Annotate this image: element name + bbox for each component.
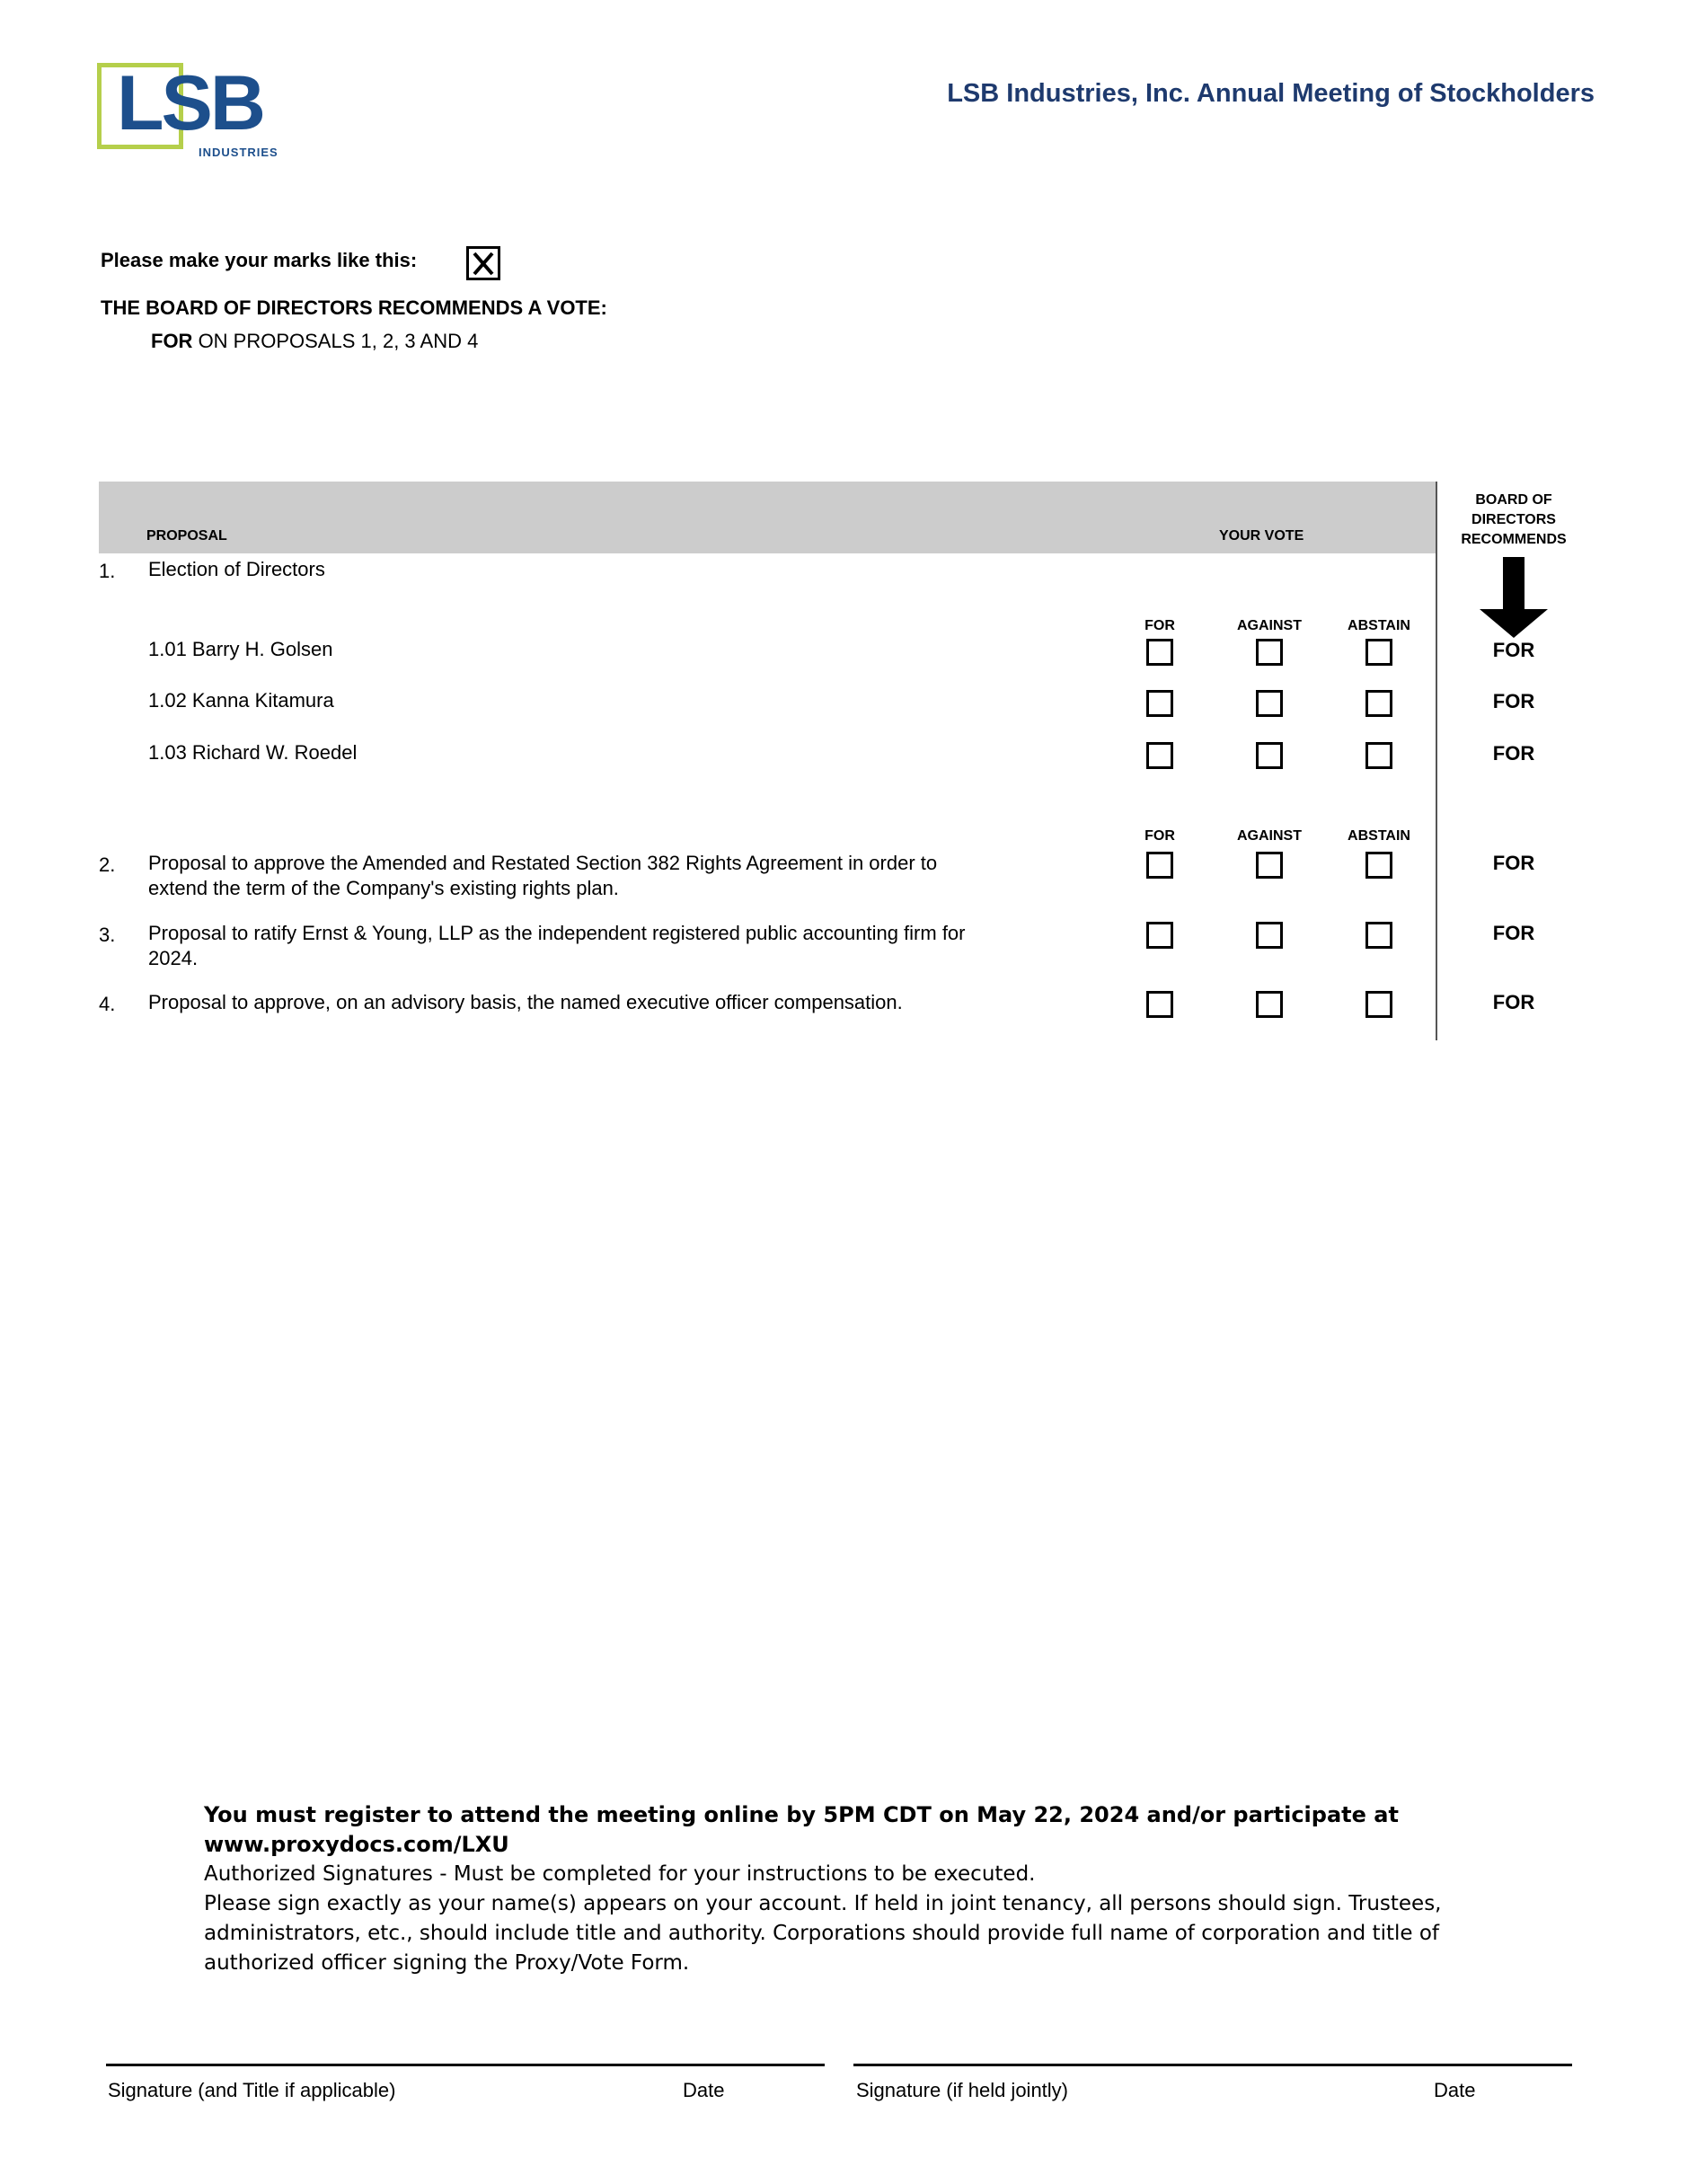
logo-subtitle: INDUSTRIES xyxy=(199,146,278,159)
joint-date-label: Date xyxy=(1434,2079,1476,2101)
joint-signature-label: Signature (if held jointly) xyxy=(856,2079,1069,2101)
board-recommends-column-header: BOARD OF DIRECTORS RECOMMENDS xyxy=(1461,492,1567,547)
board-recommendation-value: FOR xyxy=(1492,852,1535,874)
page-title: LSB Industries, Inc. Annual Meeting of Stockholders xyxy=(947,79,1595,108)
signature-line[interactable] xyxy=(106,2064,825,2066)
vote-abstain-checkbox[interactable] xyxy=(1365,922,1392,949)
x-mark-icon xyxy=(469,249,498,278)
joint-signature-line[interactable] xyxy=(853,2064,1572,2066)
signature-instructions: Authorized Signatures - Must be completed for your instructions to be executed. Please sign exactly as your name(s) appears on your account. If held in joint tenancy, all persons should sign. Trustees, administrators, etc., should include title and authority. Corporations should provide full name of corporation and title of authorized officer signing the Proxy/Vote Form. xyxy=(204,1862,1442,1975)
vote-for-checkbox[interactable] xyxy=(1146,742,1173,769)
vote-abstain-checkbox[interactable] xyxy=(1365,742,1392,769)
for-column-header: FOR xyxy=(1144,618,1175,633)
vote-for-checkbox[interactable] xyxy=(1146,690,1173,717)
board-recommendation-value: FOR xyxy=(1492,991,1535,1013)
board-recommendation-value: FOR xyxy=(1492,922,1535,944)
vote-for-checkbox[interactable] xyxy=(1146,852,1173,879)
vote-against-checkbox[interactable] xyxy=(1256,690,1283,717)
proposal-column-header: PROPOSAL xyxy=(146,528,227,544)
proposal-number: 3. xyxy=(99,924,116,946)
date-label: Date xyxy=(683,2079,725,2101)
down-arrow-icon xyxy=(1476,557,1551,640)
vote-for-checkbox[interactable] xyxy=(1146,639,1173,666)
board-recommendation-value: FOR xyxy=(1492,690,1535,712)
your-vote-column-header: YOUR VOTE xyxy=(1219,528,1304,544)
proposal-number: 4. xyxy=(99,993,116,1015)
for-column-header: FOR xyxy=(1144,828,1175,844)
vote-abstain-checkbox[interactable] xyxy=(1365,991,1392,1018)
proposal-text: Proposal to ratify Ernst & Young, LLP as the independent registered public accounting firm for 2024. xyxy=(148,922,966,969)
vote-against-checkbox[interactable] xyxy=(1256,922,1283,949)
vote-for-checkbox[interactable] xyxy=(1146,922,1173,949)
board-recommendation-value: FOR xyxy=(1492,742,1535,765)
vote-against-checkbox[interactable] xyxy=(1256,852,1283,879)
vote-abstain-checkbox[interactable] xyxy=(1365,690,1392,717)
vote-abstain-checkbox[interactable] xyxy=(1365,852,1392,879)
proposal-text: Proposal to approve the Amended and Restated Section 382 Rights Agreement in order to extend the term of the Company's existing rights plan. xyxy=(148,852,938,899)
marks-instruction: Please make your marks like this: xyxy=(101,249,418,271)
vote-against-checkbox[interactable] xyxy=(1256,991,1283,1018)
registration-notice: You must register to attend the meeting online by 5PM CDT on May 22, 2024 and/or participate at www.proxydocs.com/LXU xyxy=(204,1802,1399,1857)
nominee-name: 1.01 Barry H. Golsen xyxy=(148,638,333,660)
board-recommendation-value: FOR xyxy=(1492,639,1535,661)
board-recommendation: THE BOARD OF DIRECTORS RECOMMENDS A VOTE: xyxy=(101,296,607,319)
abstain-column-header: ABSTAIN xyxy=(1348,828,1410,844)
vote-abstain-checkbox[interactable] xyxy=(1365,639,1392,666)
board-recommendation-detail: FOR ON PROPOSALS 1, 2, 3 AND 4 xyxy=(151,330,479,352)
against-column-header: AGAINST xyxy=(1237,828,1302,844)
nominee-name: 1.02 Kanna Kitamura xyxy=(148,689,334,712)
proposal-title: Election of Directors xyxy=(148,558,325,580)
example-mark-checkbox xyxy=(466,246,500,280)
signature-label: Signature (and Title if applicable) xyxy=(108,2079,396,2101)
abstain-column-header: ABSTAIN xyxy=(1348,618,1410,633)
nominee-name: 1.03 Richard W. Roedel xyxy=(148,741,358,764)
proposal-text: Proposal to approve, on an advisory basis, the named executive officer compensation. xyxy=(148,991,903,1013)
vote-against-checkbox[interactable] xyxy=(1256,742,1283,769)
vote-against-checkbox[interactable] xyxy=(1256,639,1283,666)
proposal-number: 2. xyxy=(99,853,116,876)
against-column-header: AGAINST xyxy=(1237,618,1302,633)
logo: LSB xyxy=(117,60,263,146)
proposal-number: 1. xyxy=(99,560,116,582)
vote-for-checkbox[interactable] xyxy=(1146,991,1173,1018)
